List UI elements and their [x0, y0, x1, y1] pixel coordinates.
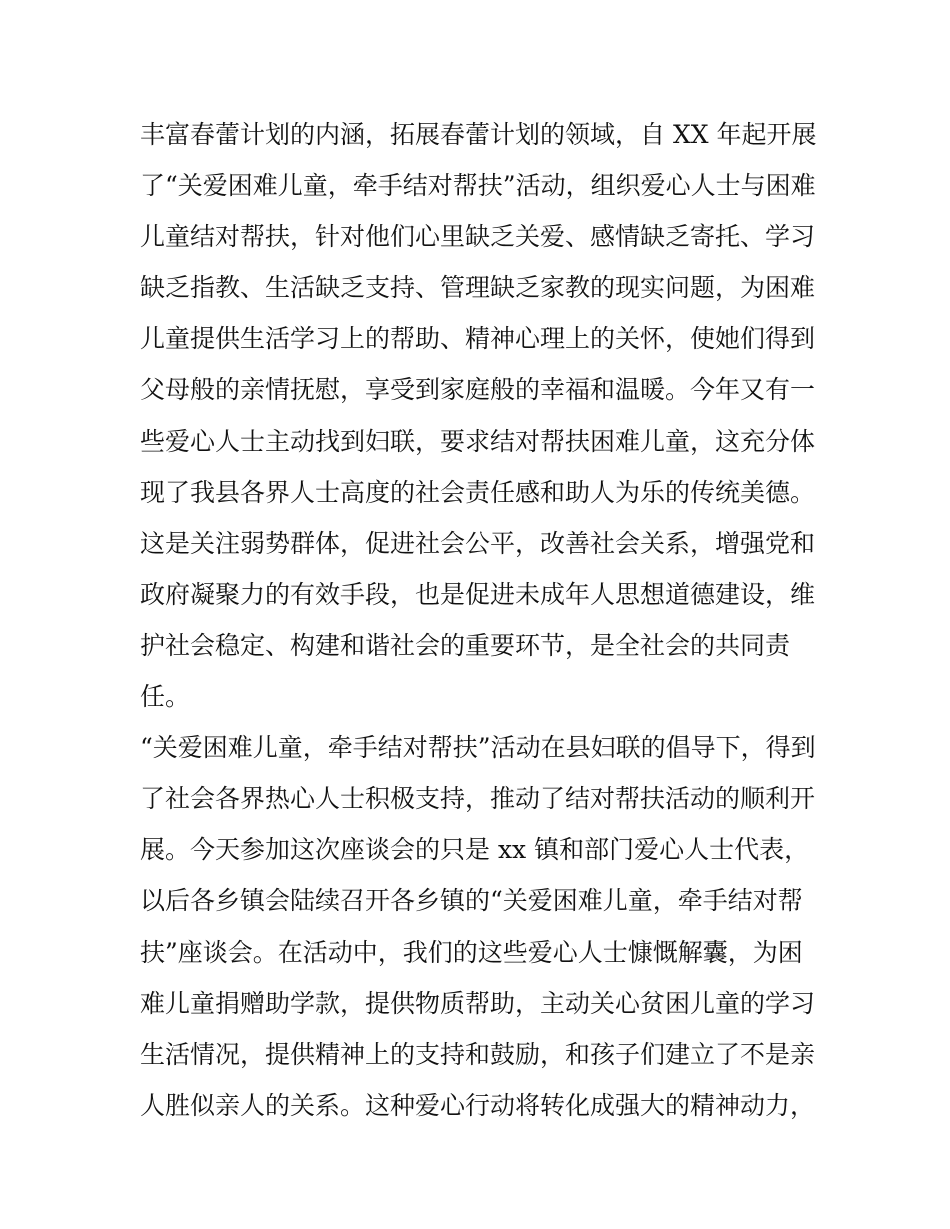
- text-line: 扶”座谈会。在活动中，我们的这些爱心人士慷慨解囊，为困: [140, 937, 803, 967]
- text-line: 缺乏指教、生活缺乏支持、管理缺乏家教的现实问题，为困难: [140, 273, 816, 303]
- text-line: 了社会各界热心人士积极支持，推动了结对帮扶活动的顺利开: [140, 784, 816, 814]
- text-line: 生活情况，提供精神上的支持和鼓励，和孩子们建立了不是亲: [140, 1039, 816, 1069]
- text-line: 丰富春蕾计划的内涵，拓展春蕾计划的领域，自 XX 年起开展: [140, 120, 817, 149]
- text-line: 了“关爱困难儿童，牵手结对帮扶”活动，组织爱心人士与困难: [140, 171, 816, 201]
- text-line: 展。今天参加这次座谈会的只是 xx 镇和部门爱心人士代表，: [140, 835, 810, 865]
- text-line: “关爱困难儿童，牵手结对帮扶”活动在县妇联的倡导下，得到: [140, 733, 816, 763]
- text-line: 以后各乡镇会陆续召开各乡镇的“关爱困难儿童，牵手结对帮: [140, 886, 803, 916]
- text-line: 护社会稳定、构建和谐社会的重要环节，是全社会的共同责: [140, 630, 791, 660]
- text-line: 这是关注弱势群体，促进社会公平，改善社会关系，增强党和: [140, 528, 816, 558]
- text-line: 任。: [140, 682, 191, 712]
- text-line: 儿童提供生活学习上的帮助、精神心理上的关怀，使她们得到: [140, 324, 816, 354]
- text-line: 人胜似亲人的关系。这种爱心行动将转化成强大的精神动力，: [140, 1090, 816, 1120]
- text-line: 父母般的亲情抚慰，享受到家庭般的幸福和温暖。今年又有一: [140, 375, 816, 405]
- text-line: 儿童结对帮扶，针对他们心里缺乏关爱、感情缺乏寄托、学习: [140, 222, 816, 252]
- text-line: 现了我县各界人士高度的社会责任感和助人为乐的传统美德。: [140, 477, 816, 507]
- text-line: 难儿童捐赠助学款，提供物质帮助，主动关心贫困儿童的学习: [140, 988, 816, 1018]
- text-line: 政府凝聚力的有效手段，也是促进未成年人思想道德建设，维: [140, 579, 816, 609]
- body-text: [140, 109, 820, 1131]
- text-line: 些爱心人士主动找到妇联，要求结对帮扶困难儿童，这充分体: [140, 426, 816, 456]
